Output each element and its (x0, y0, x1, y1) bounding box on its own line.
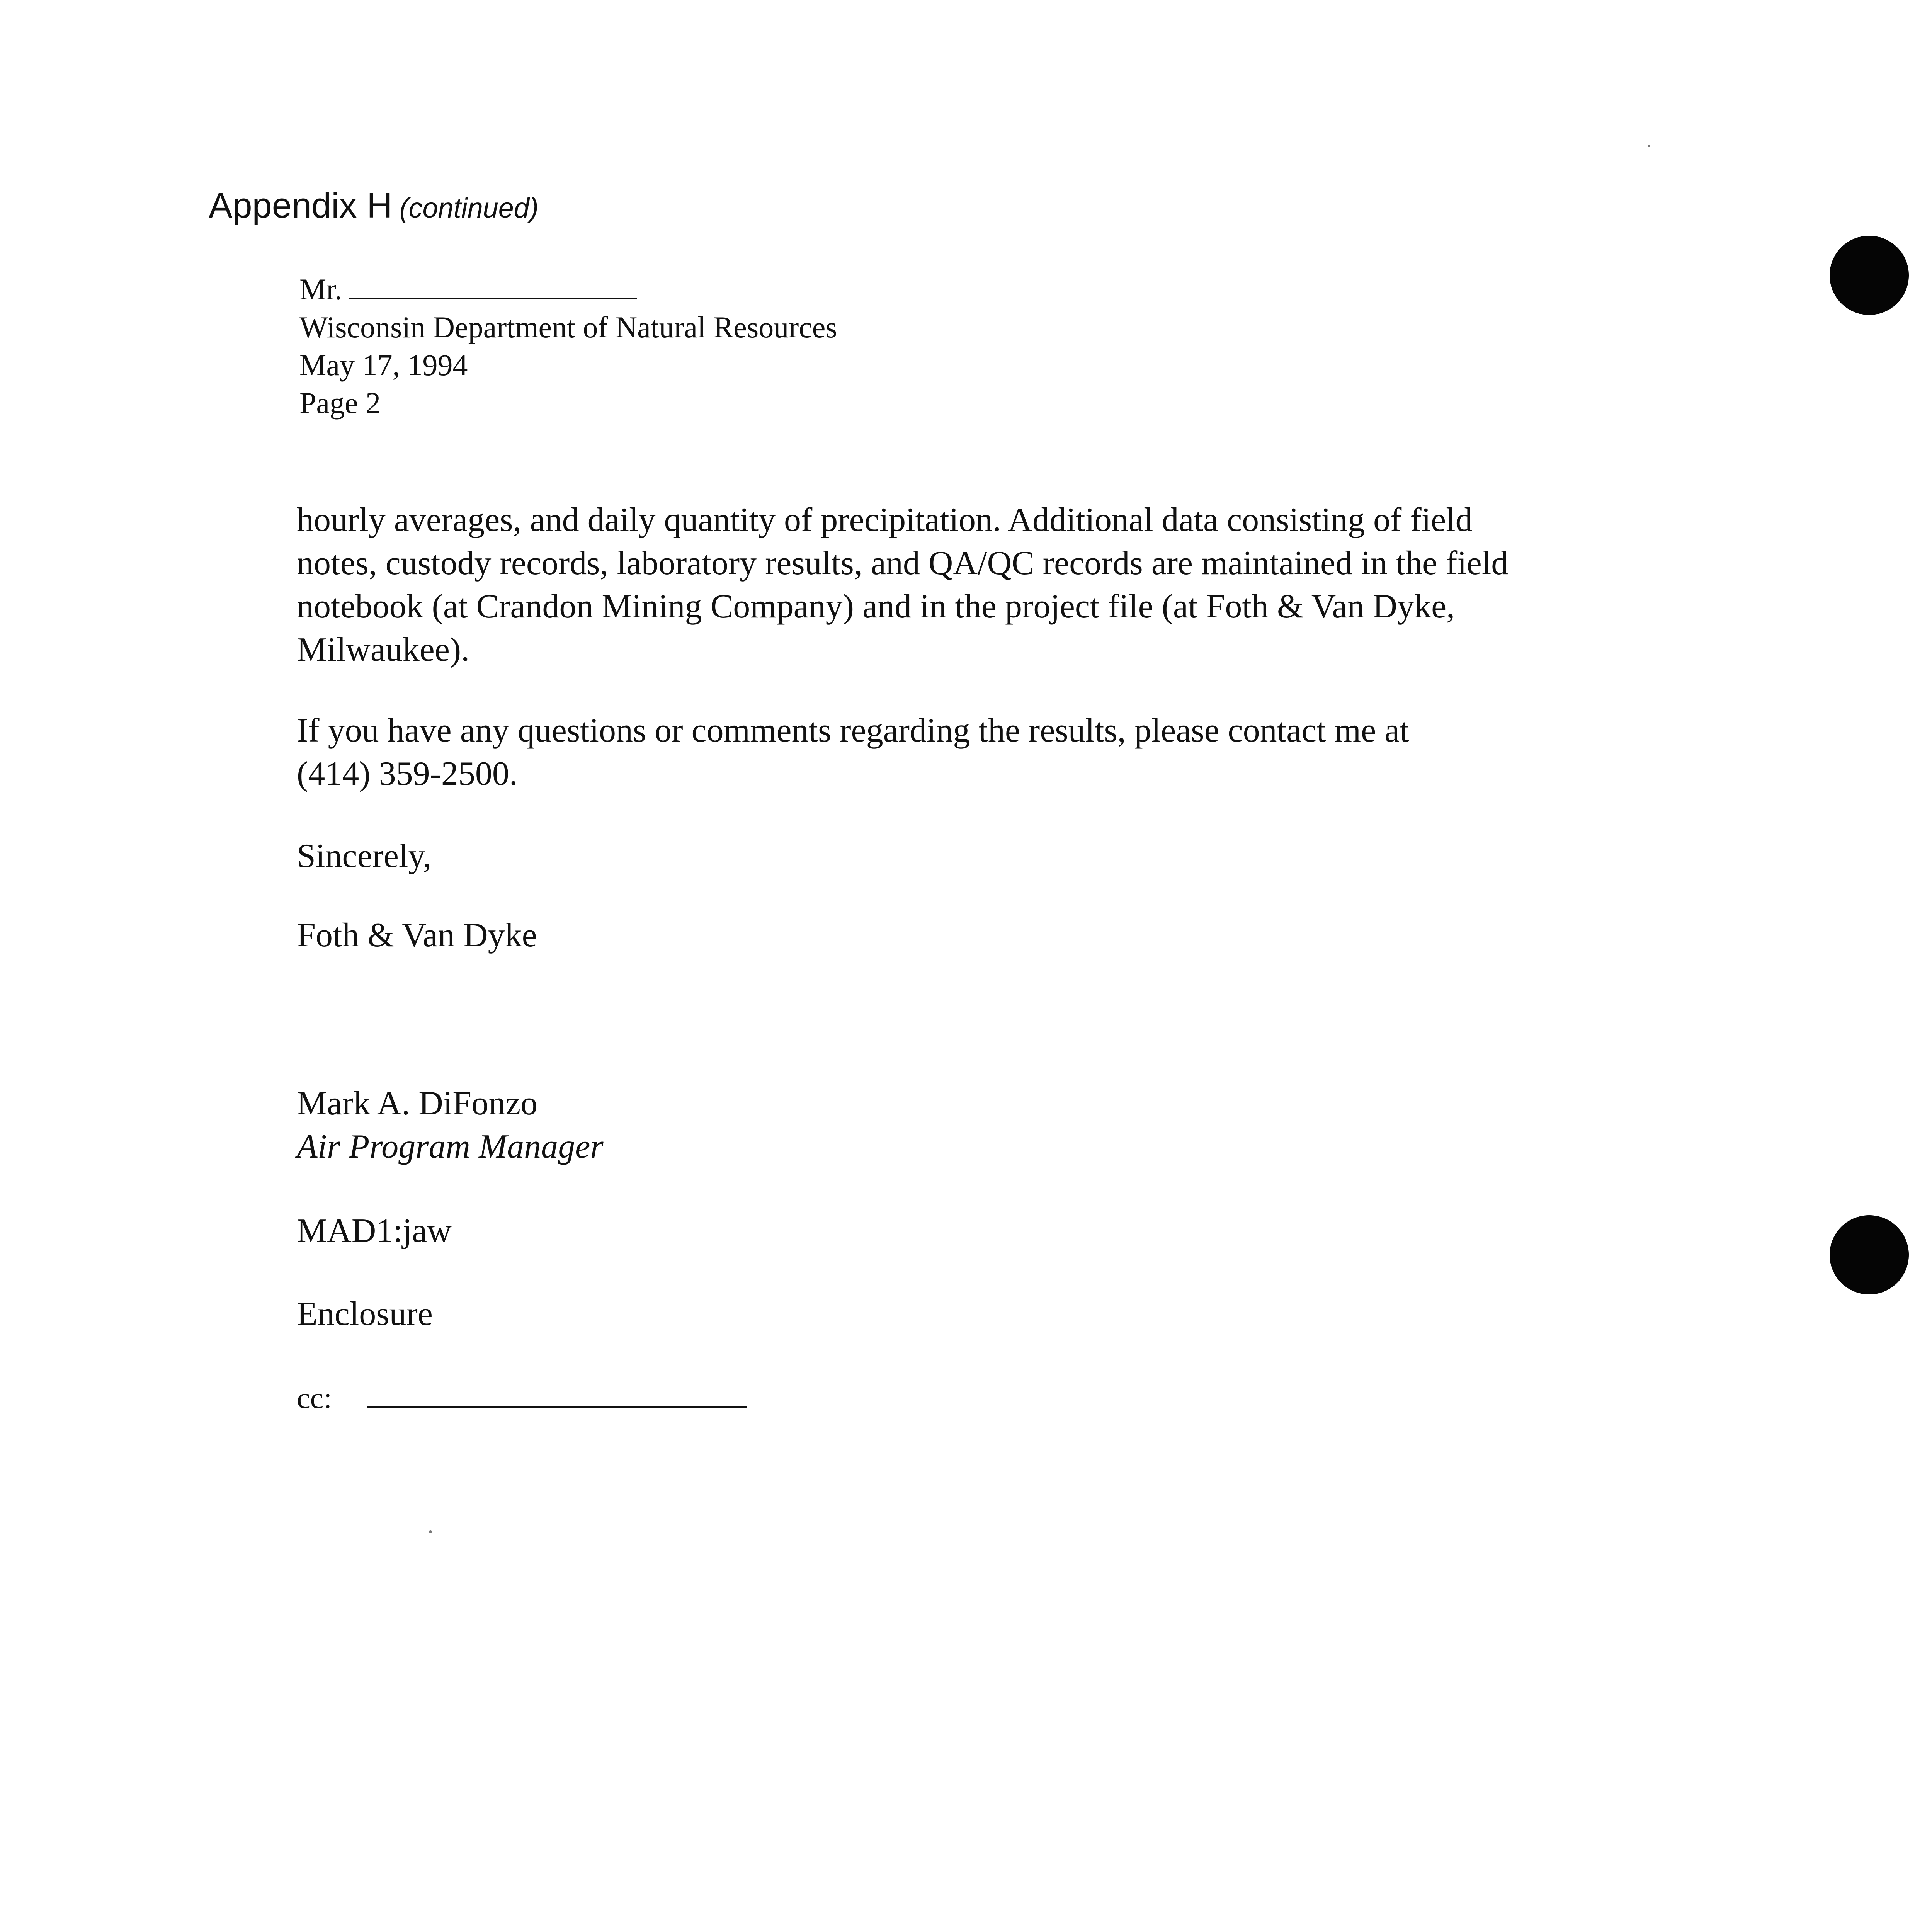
paragraph-line: notes, custody records, laboratory results, and QA/QC records are maintained in the field (297, 544, 1509, 582)
body-paragraph-1 (297, 498, 1508, 672)
cc-recipient-blank (367, 1382, 747, 1408)
reference-initials: MAD1:jaw (297, 1212, 452, 1250)
recipient-name-blank (349, 274, 637, 299)
paragraph-line: Milwaukee). (297, 631, 470, 668)
appendix-title: Appendix H (209, 186, 393, 225)
appendix-continued: (continued) (399, 193, 539, 224)
scan-speck (1648, 145, 1650, 147)
address-block (299, 270, 837, 422)
recipient-line (299, 270, 837, 308)
body-paragraph-2 (297, 709, 1409, 796)
paragraph-line: If you have any questions or comments regarding the results, please contact me at (297, 712, 1409, 749)
appendix-heading (209, 185, 539, 226)
letter-date: May 17, 1994 (299, 348, 468, 382)
salutation-prefix: Mr. (299, 272, 342, 306)
paragraph-line: hourly averages, and daily quantity of precipitation. Additional data consisting of field (297, 501, 1473, 539)
signature-block (297, 1082, 604, 1168)
valediction: Sincerely, (297, 837, 432, 875)
paragraph-line: notebook (at Crandon Mining Company) and in the project file (at Foth & Van Dyke, (297, 588, 1455, 625)
recipient-organization: Wisconsin Department of Natural Resources (299, 310, 837, 344)
binder-hole (1830, 236, 1909, 315)
scan-speck (429, 1530, 432, 1533)
firm-name: Foth & Van Dyke (297, 917, 537, 954)
enclosure-note: Enclosure (297, 1295, 433, 1333)
cc-line (297, 1376, 747, 1420)
paragraph-line: (414) 359-2500. (297, 755, 518, 793)
signer-title: Air Program Manager (297, 1128, 604, 1165)
page-label: Page 2 (299, 386, 381, 420)
signer-name: Mark A. DiFonzo (297, 1085, 538, 1122)
binder-hole (1830, 1215, 1909, 1294)
cc-label: cc: (297, 1381, 332, 1415)
